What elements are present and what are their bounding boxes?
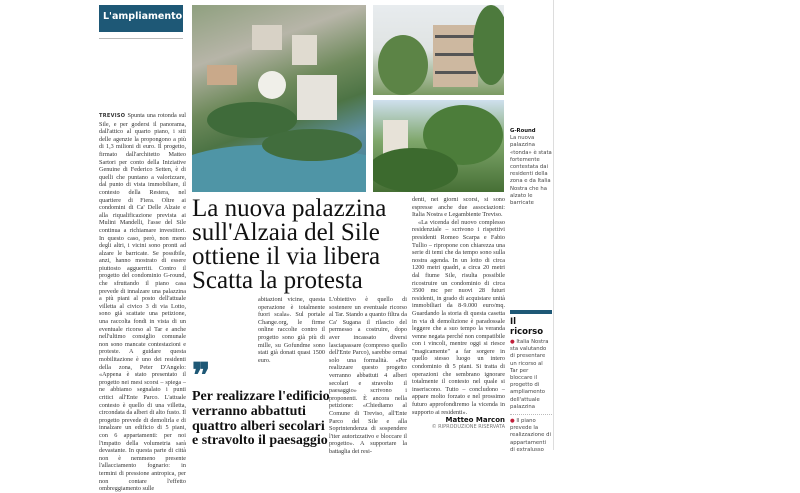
dateline: TREVISO — [99, 113, 126, 119]
headline — [192, 197, 417, 293]
pull-quote: Per realizzare l'edificio verranno abbattuti quattro alberi secolari e stravolto il paesaggio — [192, 389, 330, 449]
caption-text: La nuova palazzina «tonda» è stata fortemente contestata dai residenti della zona e da Italia Nostra che ha alzato le barricate — [510, 135, 552, 207]
building-graphic — [373, 5, 504, 95]
column-2-text: abitazioni vicine, questa operazione è totalmente fuori scala». Sul portale Change.org, le firme online raccolte contro il progetto sono già più di mille, su Gofundme sono stati già donati quasi 1500 euro. — [258, 296, 325, 364]
aerial-photo — [192, 5, 366, 192]
section-kicker: L'ampliamento — [99, 5, 183, 32]
author-byline: Matteo Marcon — [445, 416, 505, 425]
building-photo — [373, 5, 504, 95]
sidebar-item-text: Italia Nostra sta valutando di presentare un ricorso al Tar per bloccare il progetto di ampliamento dell'attuale palazzina — [510, 339, 549, 410]
headline-line: Scatta la protesta — [192, 267, 363, 294]
article-column-4 — [412, 196, 505, 430]
copyright: © RIPRODUZIONE RISERVATA — [431, 424, 505, 431]
trees-photo — [373, 100, 504, 192]
trees-graphic — [373, 100, 504, 192]
sidebar-title: Il ricorso — [510, 317, 544, 337]
caption-title: G-Round — [510, 128, 536, 134]
bullet-icon: ● — [510, 339, 515, 345]
sidebar-item-text: Il piano prevede la realizzazione di appartamenti di extralusso — [510, 418, 551, 453]
page-edge-line — [553, 0, 554, 450]
sidebar-bar — [510, 310, 552, 314]
column-4-text-b: «La vicenda del nuovo complesso residenziale – scrivono i rispettivi presidenti Romeo Scarpa e Fabio Tullio – ripropone con chiarezza una serie di temi che da tempo sono sulla nostra agenda. In un lotto di circa 1200 metri quadri, a circa 20 metri dal fiume Sile, risulta possibile ricostruire un condominio di circa 3500 mc per nuovi 28 futuri residenti, in grado di acquistare unità immobiliari da 8-9.000 euro/mq. Guardando la storia di questa casetta in via di demolizione è paradossale leggere che a suo tempo la veranda venne negata perché non compatibile con i vincoli, mentre oggi si riesce "magicamente" a far sorgere in quello stesso luogo un intero condominio di 5 piani. Si tratta di operazioni che sembrano ignorare totalmente il contesto nel quale si inseriscono. Tutto – concludono – appare molto forzato e nel prossimo futuro approfondiremo la vicenda in supporto ai residenti». — [412, 218, 505, 416]
sidebar-item — [510, 339, 552, 415]
headline-line: ottiene il via libera — [192, 243, 381, 270]
column-4-text-a: denti, nei giorni scorsi, si sono espresse anche due associazioni: Italia Nostra e Legambiente Treviso. — [412, 196, 505, 219]
column-1-text: Spunta una rotonda sul Sile, e per godersi il panorama, dall'attico al quarto piano, i siti delle agenzie la propongono a più di 1,3 milioni di euro. Il progetto, firmato dall'architetto Matteo Sartori per conto della Iniziative Genuine di Federico Setten, è di quelli che puntano a valorizzare, dal punto di vista immobiliare, il contesto della Restera, nel quartiere di Fiera. Oltre ai condomini di Ca' Delle Alzaie e alla riqualificazione prevista ai Mulini Mandelli, l'asse del Sile continua a richiamare investitori. In questo caso, però, non meno degli altri, i vicini sono pronti ad alzare le barricate. Se possibile, anzi, hanno mostrato di essere piuttosto agguerriti. Contro il progetto del condominio G-round, che sfruttando il piano casa prevede di innalzare una palazzina a più piani al posto dell'attuale villetta al civico 3 di via Lotto, sono già scattate una petizione, una raccolta fondi in vista di un eventuale ricorso al Tar e anche nell'ultimo consiglio comunale non sono mancate contestazioni e proteste. A guidare questa mobilitazione è uno dei residenti della zona, Peter D'Angelo: «Appena è stato presentato il progetto nei mesi scorsi – spiega – ne abbiamo segnalato i punti critici all'Ente Parco. L'attuale contesto è quello di una villetta, circondata da alberi di alto fusto. Il progetto prevede di demolirla e di innalzare un edificio di 5 piani, con 6 appartamenti: per noi l'impatto della volumetria sarà devastante. In questa parte di città non è nemmeno presente l'allacciamento fognario: in termini di pressione antropica, per non contare l'effetto ombreggiamento sulle — [99, 112, 187, 493]
aerial-photo-graphic — [192, 5, 366, 192]
divider — [99, 38, 183, 39]
sidebar-item — [510, 418, 552, 454]
column-3-text: L'obiettivo è quello di sostenere un eventuale ricorso al Tar. Stando a quanto filtra da Ca' Sugana il rilascio del permesso a costruire, dopo aver incassato diversi lasciapassare (compreso quello dell'Ente Parco), sarebbe ormai solo una formalità. «Per realizzare questo progetto verranno abbattuti 4 alberi secolari e stravolto il paesaggio» scrivono i proponenti. È ancora nella petizione: «Chiediamo al Comune di Treviso, all'Ente Parco del Sile e alla Soprintendenza di sospendere l'iter autorizzativo e bloccare il progetto». A supportare la battaglia dei resi- — [329, 296, 407, 455]
quote-icon: ❞ — [192, 358, 211, 395]
headline-line: sull'Alzaia del Sile — [192, 219, 380, 246]
photo-caption — [510, 128, 552, 207]
article-column-1 — [99, 112, 186, 493]
bullet-icon: ● — [510, 418, 515, 425]
sidebar-box — [510, 310, 552, 454]
headline-line: La nuova palazzina — [192, 195, 387, 222]
